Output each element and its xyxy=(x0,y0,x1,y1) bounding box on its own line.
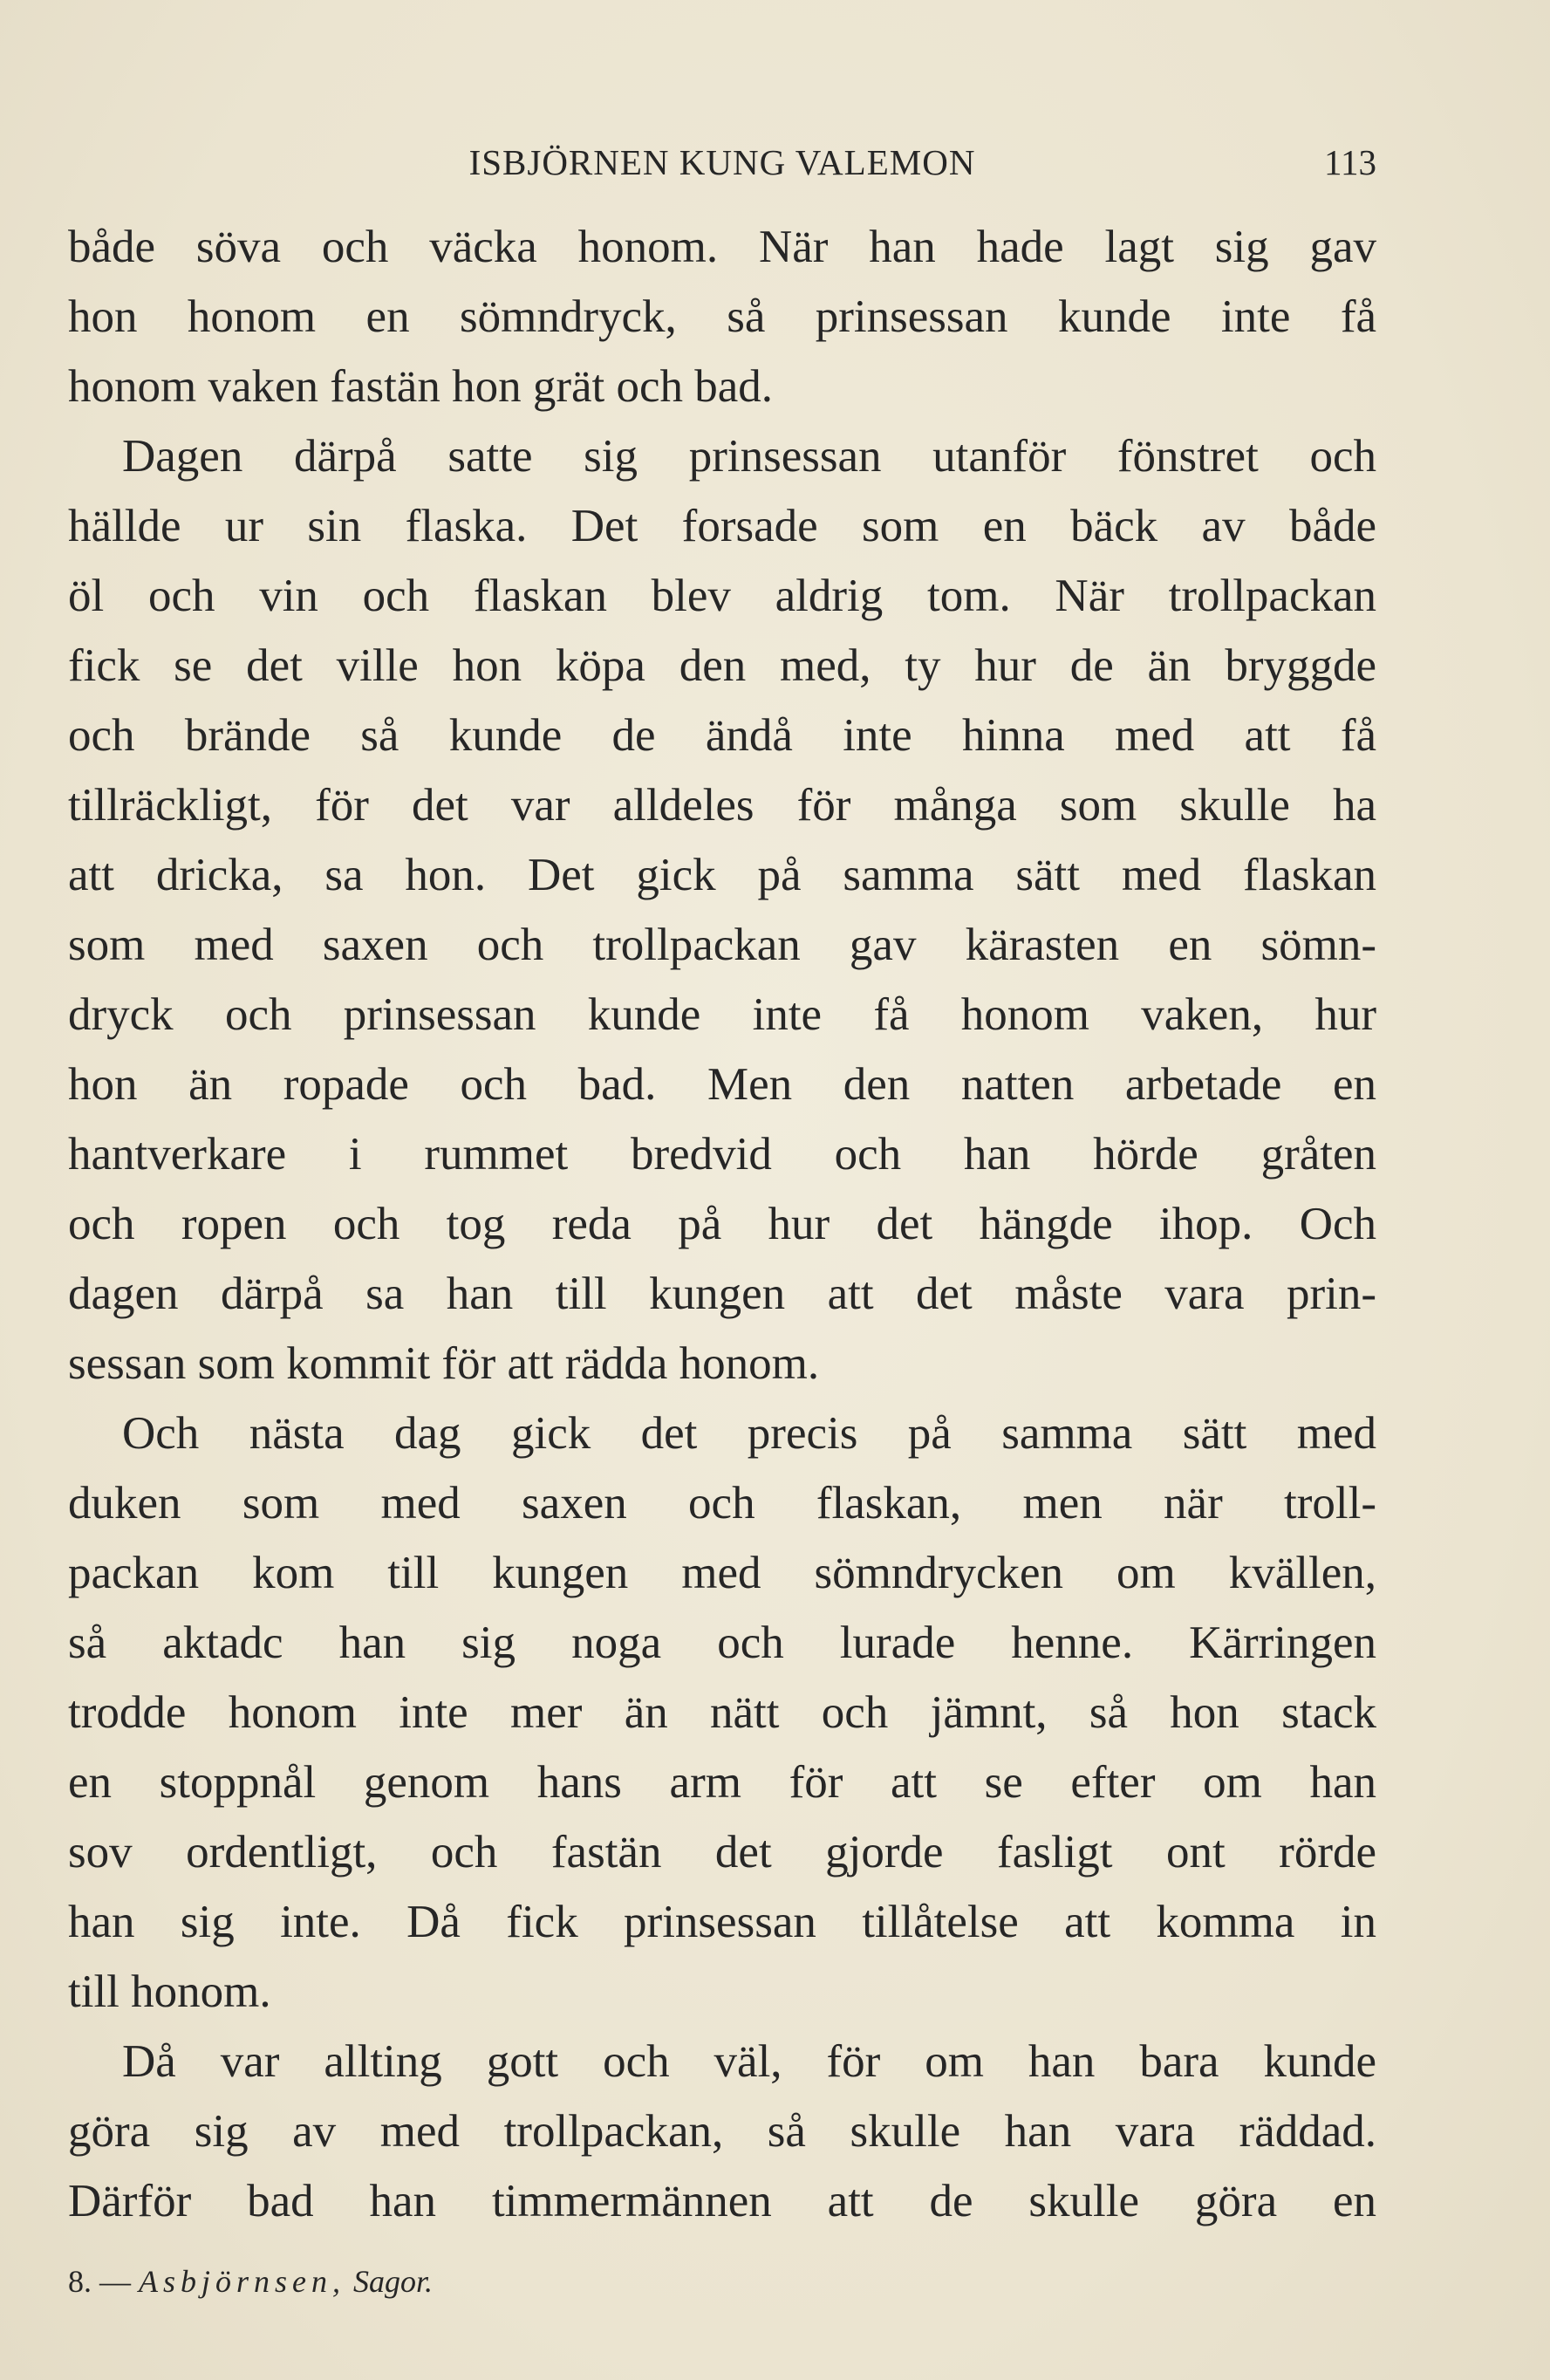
text-line: Då var allting gott och väl, för om han bara kunde xyxy=(122,2036,1376,2087)
text-line: hantverkare i rummet bredvid och han hörde gråten xyxy=(68,1129,1376,1180)
text-line: han sig inte. Då fick prinsessan tillåtelse att komma in xyxy=(68,1897,1376,1947)
text-line: tillräckligt, för det var alldeles för många som skulle ha xyxy=(68,780,1376,831)
text-line: en stoppnål genom hans arm för att se efter om han xyxy=(68,1757,1376,1808)
text-line: hon än ropade och bad. Men den natten arbetade en xyxy=(68,1059,1376,1110)
text-line: dagen därpå sa han till kungen att det måste vara prin- xyxy=(68,1269,1376,1319)
signature-dash: — xyxy=(99,2264,131,2299)
text-line: så aktadc han sig noga och lurade henne. Kärringen xyxy=(68,1617,1376,1668)
text-line: till honom. xyxy=(68,1966,271,2017)
text-line: och brände så kunde de ändå inte hinna med att få xyxy=(68,710,1376,761)
running-head xyxy=(68,136,1376,188)
text-line: både söva och väcka honom. När han hade lagt sig gav xyxy=(68,222,1376,272)
text-line: dryck och prinsessan kunde inte få honom vaken, hur xyxy=(68,989,1376,1040)
text-line: sessan som kommit för att rädda honom. xyxy=(68,1338,820,1389)
text-line: öl och vin och flaskan blev aldrig tom. När trollpackan xyxy=(68,571,1376,621)
text-line: packan kom till kungen med sömndrycken om kvällen, xyxy=(68,1548,1376,1598)
text-line: duken som med saxen och flaskan, men när troll- xyxy=(68,1478,1376,1529)
text-line: honom vaken fastän hon grät och bad. xyxy=(68,361,774,412)
page-number: 113 xyxy=(1324,142,1376,182)
footer-book-title: Sagor. xyxy=(353,2264,434,2299)
text-line: och ropen och tog reda på hur det hängde ihop. Och xyxy=(68,1199,1376,1249)
footer-author: Asbjörnsen, xyxy=(139,2264,345,2299)
text-line: som med saxen och trollpackan gav kärasten en sömn- xyxy=(68,920,1376,970)
running-title: ISBJÖRNEN KUNG VALEMON xyxy=(468,142,976,182)
text-line: hällde ur sin flaska. Det forsade som en bäck av både xyxy=(68,501,1376,551)
text-line: sov ordentligt, och fastän det gjorde fasligt ont rörde xyxy=(68,1827,1376,1877)
text-line: fick se det ville hon köpa den med, ty hur de än bryggde xyxy=(68,640,1376,691)
signature-mark: 8. xyxy=(68,2264,92,2299)
text-line: hon honom en sömndryck, så prinsessan kunde inte få xyxy=(68,291,1376,342)
text-line: Dagen därpå satte sig prinsessan utanför fönstret och xyxy=(122,431,1376,482)
text-line: göra sig av med trollpackan, så skulle han vara räddad. xyxy=(68,2106,1376,2157)
text-line: trodde honom inte mer än nätt och jämnt, så hon stack xyxy=(68,1687,1376,1738)
text-line: Därför bad han timmermännen att de skulle göra en xyxy=(68,2176,1376,2226)
text-line: att dricka, sa hon. Det gick på samma sätt med flaskan xyxy=(68,850,1376,900)
footer-signature xyxy=(68,2260,433,2303)
text-line: Och nästa dag gick det precis på samma sätt med xyxy=(122,1408,1376,1459)
body-text xyxy=(68,212,1376,2236)
